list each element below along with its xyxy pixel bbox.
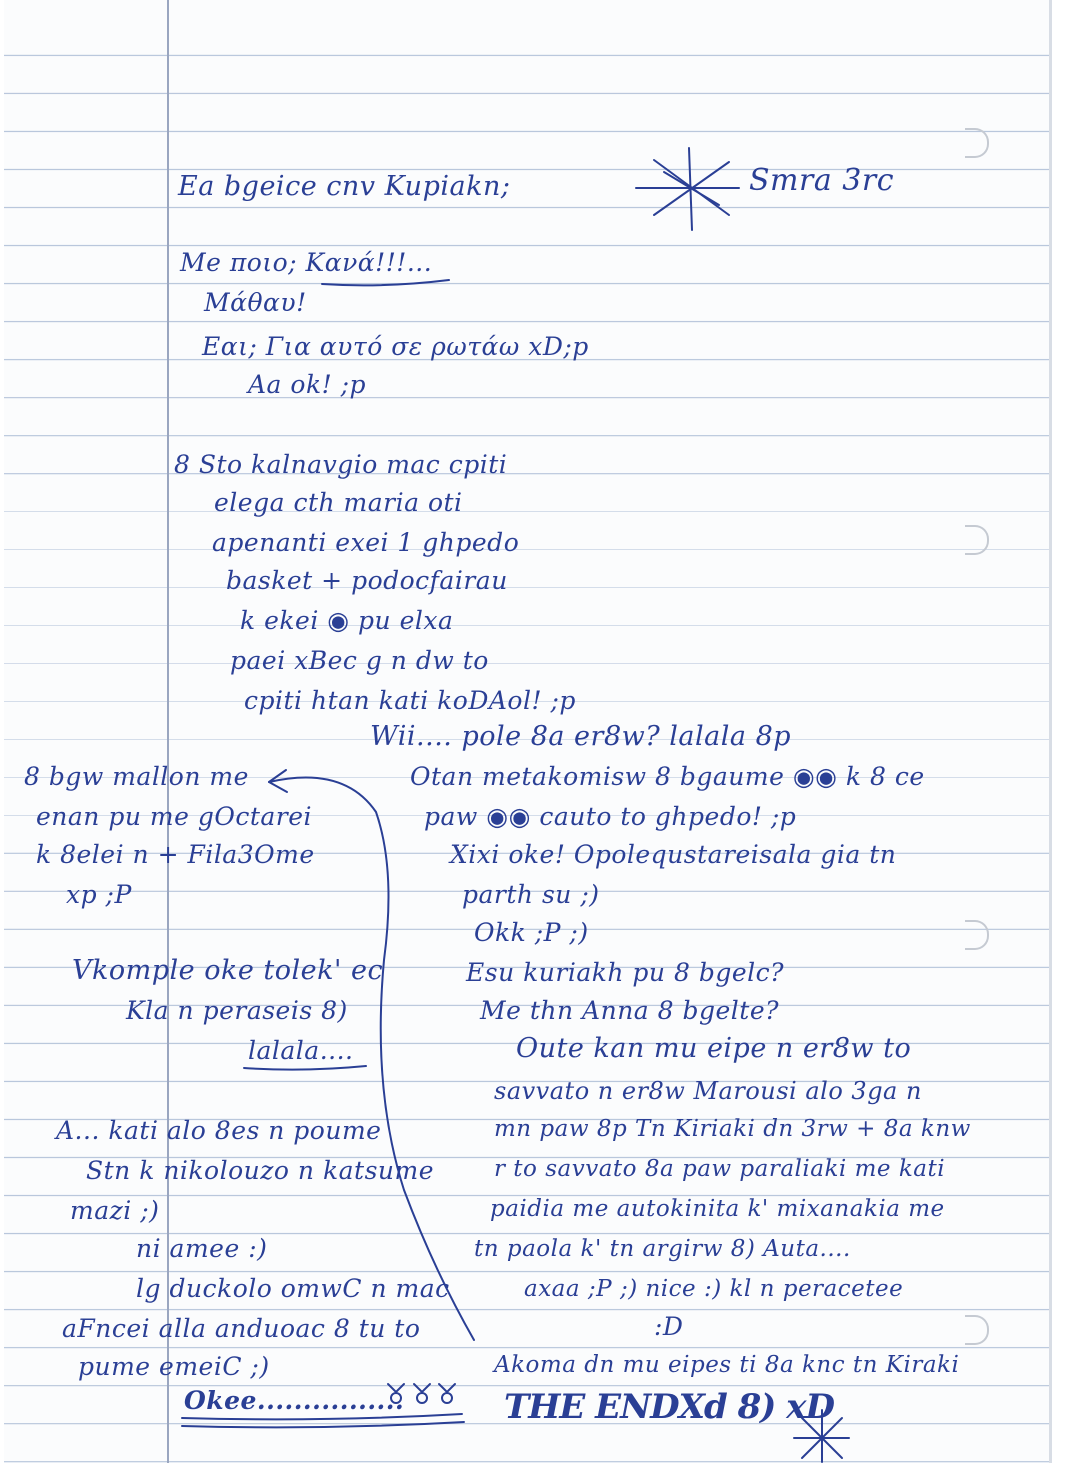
right-note-line: Esu kuriakh pu 8 bgelc? — [466, 958, 785, 987]
story-line: apenanti exei 1 ghpedo — [212, 528, 520, 557]
story-line: elega cth maria oti — [214, 488, 463, 517]
right-note-line: Me thn Anna 8 bgelte? — [480, 996, 780, 1025]
right-note-line: Otan metakomisw 8 bgaume ◉◉ k 8 ce — [410, 762, 925, 791]
left-note-line: lg duckolo omwC n mac — [136, 1274, 450, 1303]
the-end-line: THE ENDXd 8) xD — [504, 1387, 834, 1427]
story-line: Wii.... pole 8a er8w? lalala 8p — [370, 721, 792, 752]
left-note-line: mazi ;) — [70, 1196, 160, 1225]
left-note-line: A... kati alo 8es n poume — [56, 1116, 382, 1145]
story-line: cpiti htan kati koDAol! ;p — [244, 686, 576, 715]
signature: Smra 3rc — [749, 163, 894, 198]
dialogue-line: Eαι; Για αυτό σε ρωτάω xD;p — [202, 332, 589, 361]
left-note-line: 8 bgw mallon me — [24, 762, 249, 791]
left-note-line: Kla n peraseis 8) — [126, 996, 348, 1025]
story-line: basket + podocfairau — [226, 566, 508, 595]
left-note-line: aFncei alla anduoac 8 tu to — [62, 1314, 421, 1343]
left-note-line: pume emeiC ;) — [78, 1352, 270, 1381]
right-note-line: Okk ;P ;) — [474, 918, 589, 947]
right-note-line: tn paola k' tn argirw 8) Auta.... — [474, 1236, 851, 1262]
dialogue-line: Μάθαυ! — [204, 288, 307, 317]
right-note-line: Oute kan mu eipe n er8w to — [516, 1033, 912, 1064]
left-note-line: Okee................ — [184, 1386, 405, 1415]
star-doodle-top — [636, 148, 739, 230]
dialogue-line: Aa ok! ;p — [248, 370, 367, 399]
left-note-line: Vkomple oke tolek' ec — [72, 955, 384, 986]
left-note-line: lalala.... — [248, 1036, 354, 1065]
story-line: paei xBec g n dw to — [230, 646, 489, 675]
right-note-line: :D — [654, 1312, 684, 1341]
dialogue-line: Me ποιο; Kανά!!!... — [180, 248, 433, 277]
right-note-line: Akoma dn mu eipes ti 8a knc tn Kiraki — [494, 1352, 960, 1378]
left-note-line: k 8elei n + Fila3Ome — [36, 840, 315, 869]
right-note-line: savvato n er8w Marousi alo 3ga n — [494, 1077, 922, 1105]
left-note-line: ni amee :) — [136, 1234, 268, 1263]
left-note-line: xp ;P — [66, 880, 132, 909]
story-line: k ekei ◉ pu elxa — [240, 606, 454, 635]
right-note-line: paw ◉◉ cauto to ghpedo! ;p — [424, 802, 797, 831]
notebook-page — [4, 0, 1052, 1463]
header-question: Ea bgeice cnv Kupiakn; — [178, 171, 511, 202]
right-note-line: Xixi oke! Opolequstareisala gia tn — [450, 840, 897, 869]
right-note-line: r to savvato 8a paw paraliaki me kati — [494, 1156, 946, 1182]
right-note-line: axaa ;P ;) nice :) kl n peracetee — [524, 1276, 904, 1302]
story-line: 8 Sto kalnavgio mac cpiti — [174, 450, 508, 479]
right-note-line: paidia me autokinita k' mixanakia me — [490, 1196, 945, 1222]
right-note-line: parth su ;) — [462, 880, 600, 909]
right-note-line: mn paw 8p Tn Kiriaki dn 3rw + 8a knw — [494, 1116, 971, 1142]
left-note-line: Stn k nikolouzo n katsume — [86, 1156, 435, 1185]
left-note-line: enan pu me gOctarei — [36, 802, 313, 831]
